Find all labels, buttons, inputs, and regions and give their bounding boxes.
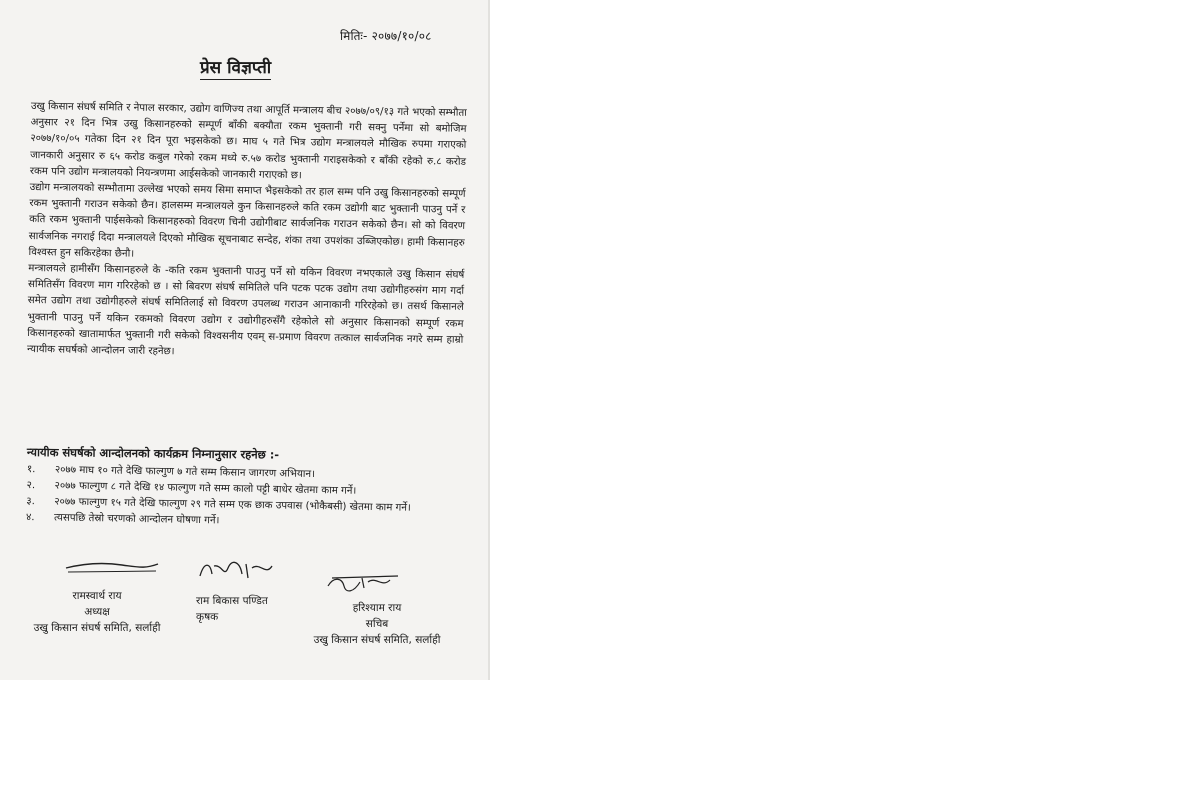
list-item-text: २०७७ फाल्गुण ८ गते देखि १४ फाल्गुण गते सम्म कालो पट्टी बाधेर खेतमा काम गर्ने। (54, 480, 357, 497)
list-item-text: २०७७ फाल्गुण १५ गते देखि फाल्गुण २९ गते सम्म एक छाक उपवास (भोकैबसी) खेतमा काम गर्ने। (54, 496, 411, 514)
signatory-1-name: रामस्वार्थ राय (72, 590, 122, 602)
press-release-page (0, 0, 490, 680)
list-item-number: २. (26, 479, 36, 492)
signatory-2 (196, 593, 286, 625)
document-title: प्रेस विज्ञप्ती (200, 55, 271, 80)
paragraph-2: उद्योग मन्त्रालयको सम्भौतामा उल्लेख भएको समय सिमा समाप्त भैइसकेको तर हाल सम्म पनि उखु किसानहरुको सम्पूर्ण रकम भुक्तानी गराउन सकेको छैन। हालसम्म मन्त्रालयले कुन किसानहरुले कति रकम उद्योगी बाट भुक्तानी पाउनु पर्ने र कति रकम भुक्तानी पाईसकेको किसानहरुको विवरण चिनी उद्योगीबाट सार्वजनिक गराउन सकेको छैन। सो को विवरण सार्वजनिक नगराई दिदा मन्त्रालयले दिएको मौखिक सूचनाबाट सन्देह, शंका तथा उपशंका उब्जिएकोछ। हामी किसानहरु विश्वस्त हुन सकिरहेका छैनौ। (28, 182, 466, 260)
signatory-2-name: राम बिकास पण्डित (196, 595, 268, 607)
list-item-number: ३. (26, 495, 35, 508)
signature-2-scribble (196, 556, 276, 584)
paragraph-1: उखु किसान संघर्ष समिति र नेपाल सरकार, उद्योग वाणिज्य तथा आपूर्ति मन्त्रालय बीच २०७७/०९/१३ गते भएको सम्भौता अनुसार २१ दिन भित्र उखु किसानहरुको सम्पूर्ण बाँकी बक्यौता रकम भुक्तानी गरी सक्नु पर्नेमा सो बमोजिम २०७७/१०/०५ गतेका दिन २१ दिन पूरा भइसकेको छ। माघ ५ गते भित्र उद्योग मन्त्रालयले मौखिक रुपमा गराएको जानकारी अनुसार रु ६५ करोड कबुल गरेको रकम मध्ये रु.५७ करोड भुक्तानी गराइसकेको र बाँकी रहेको रु.८ करोड रकम पनि उद्योग मन्त्रालयको नियन्त्रणमा आईसकेको जानकारी गराएको छ। (29, 100, 467, 182)
signatory-3-name: हरिश्याम राय (352, 602, 402, 614)
signature-3-scribble (324, 572, 404, 596)
list-item-text: २०७७ माघ १० गते देखि फाल्गुण ७ गते सम्म किसान जागरण अभियान। (54, 464, 316, 481)
signatory-3 (292, 600, 462, 648)
date-line: मितिः- २०७७/१०/०८ (340, 29, 432, 43)
signature-1-scribble (62, 556, 162, 578)
signatory-3-role: सचिब (365, 618, 389, 630)
body-text (27, 99, 467, 365)
signatory-3-org: उखु किसान संघर्ष समिति, सर्लाही (313, 634, 441, 646)
paragraph-3: मन्त्रालयले हामीसँग किसानहरुले के -कति रकम भुक्तानी पाउनु पर्ने सो यकिन विवरण नभएकाले उखु किसान संघर्ष समितिसँग विवरण माग गरिरहेको छ । सो बिवरण संघर्ष समितिले पनि पटक पटक उद्योग तथा उद्योगीहरुसंग माग गर्दा समेत उद्योग तथा उद्योगीहरुले संघर्ष समितिलाई सो विवरण उपलब्ध गराउन आनाकानी गरिरहेको छ। तसर्थ किसानले भुक्तानी पाउनु पर्ने यकिन रकमको विवरण उद्योग र उद्योगीहरुसँगै रहेकोले सो अनुसार किसानको सम्पूर्ण रकम किसानहरुको खातामार्फत भुक्तानी गरी सकेको विश्वसनीय एवम् स-प्रमाण विवरण तत्काल सार्वजनिक नगरे सम्म हाम्रो न्यायीक सघर्षको आन्दोलन जारी रहनेछ। (26, 263, 465, 358)
signatory-1-role: अध्यक्ष (84, 606, 110, 618)
list-item-text: त्यसपछि तेस्रो चरणको आन्दोलन घोषणा गर्ने। (53, 512, 220, 527)
program-list (26, 462, 467, 534)
signatory-1-org: उखु किसान संघर्ष समिति, सर्लाही (33, 622, 161, 634)
signatory-2-role: कृषक (196, 611, 219, 623)
signatory-1 (22, 588, 172, 636)
list-item-number: १. (26, 463, 36, 476)
program-heading: न्यायीक संघर्षको आन्दोलनको कार्यक्रम निम्नानुसार रहनेछ :- (26, 445, 280, 462)
list-item-number: ४. (25, 511, 35, 524)
